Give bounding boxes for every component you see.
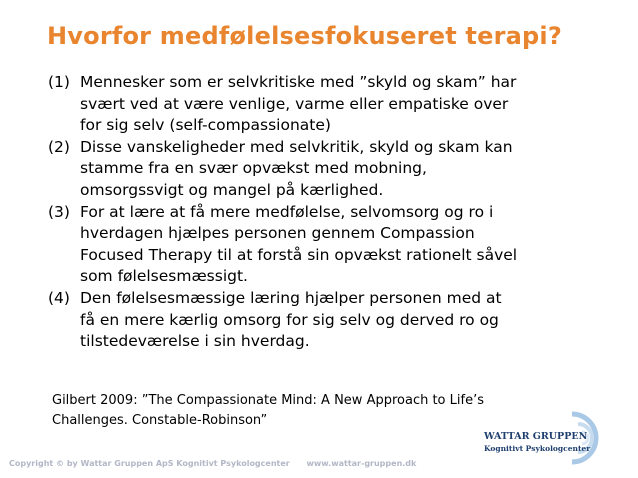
text-line: Focused Therapy til at forstå sin opvækst rationelt såvel [80, 245, 518, 264]
list-item [48, 202, 608, 288]
list-item-text [80, 288, 608, 353]
text-line: Disse vanskeligheder med selvkritik, skyld og skam kan [80, 137, 513, 156]
footer [9, 459, 416, 468]
text-line: stamme fra en svær opvækst med mobning, [80, 159, 427, 178]
text-line: tilstedeværelse i sin hverdag. [80, 332, 310, 351]
text-line: få en mere kærlig omsorg for sig selv og derved ro og [80, 310, 499, 329]
logo-subtitle-text: Kognitivt Psykologcenter [484, 444, 591, 453]
text-line: som følelsesmæssigt. [80, 267, 248, 286]
numbered-list [48, 72, 608, 353]
text-line: for sig selv (self-compassionate) [80, 116, 331, 135]
text-line: Den følelsesmæssige læring hjælper personen med at [80, 288, 502, 307]
text-line: Mennesker som er selvkritiske med ”skyld og skam” har [80, 73, 517, 91]
list-item-number: (4) [48, 288, 70, 307]
list-item [48, 288, 608, 353]
text-line: omsorgssvigt og mangel på kærlighed. [80, 180, 384, 199]
logo-brand-text: WATTAR GRUPPEN [484, 431, 588, 442]
text-line: svært ved at være venlige, varme eller empatiske over [80, 94, 509, 113]
copyright-text: Copyright © by Wattar Gruppen ApS Kognitivt Psykologcenter [9, 459, 290, 468]
reference-line: Gilbert 2009: ”The Compassionate Mind: A New Approach to Life’s [52, 393, 484, 408]
list-item-number: (2) [48, 137, 70, 156]
slide-title: Hvorfor medfølelsesfokuseret terapi? [47, 22, 562, 50]
website-link[interactable]: www.wattar-gruppen.dk [306, 459, 417, 468]
text-line: For at lære at få mere medfølelse, selvomsorg og ro i [80, 202, 494, 221]
list-item [48, 137, 608, 202]
list-item-text [80, 202, 608, 288]
reference-line: Challenges. Constable-Robinson” [52, 413, 268, 428]
list-item-number: (1) [48, 73, 70, 91]
text-line: hverdagen hjælpes personen gennem Compassion [80, 224, 475, 243]
list-item-text [80, 72, 608, 137]
list-item-number: (3) [48, 202, 70, 221]
list-item [48, 72, 608, 137]
wattar-gruppen-logo [478, 408, 618, 468]
list-item-text [80, 137, 608, 202]
